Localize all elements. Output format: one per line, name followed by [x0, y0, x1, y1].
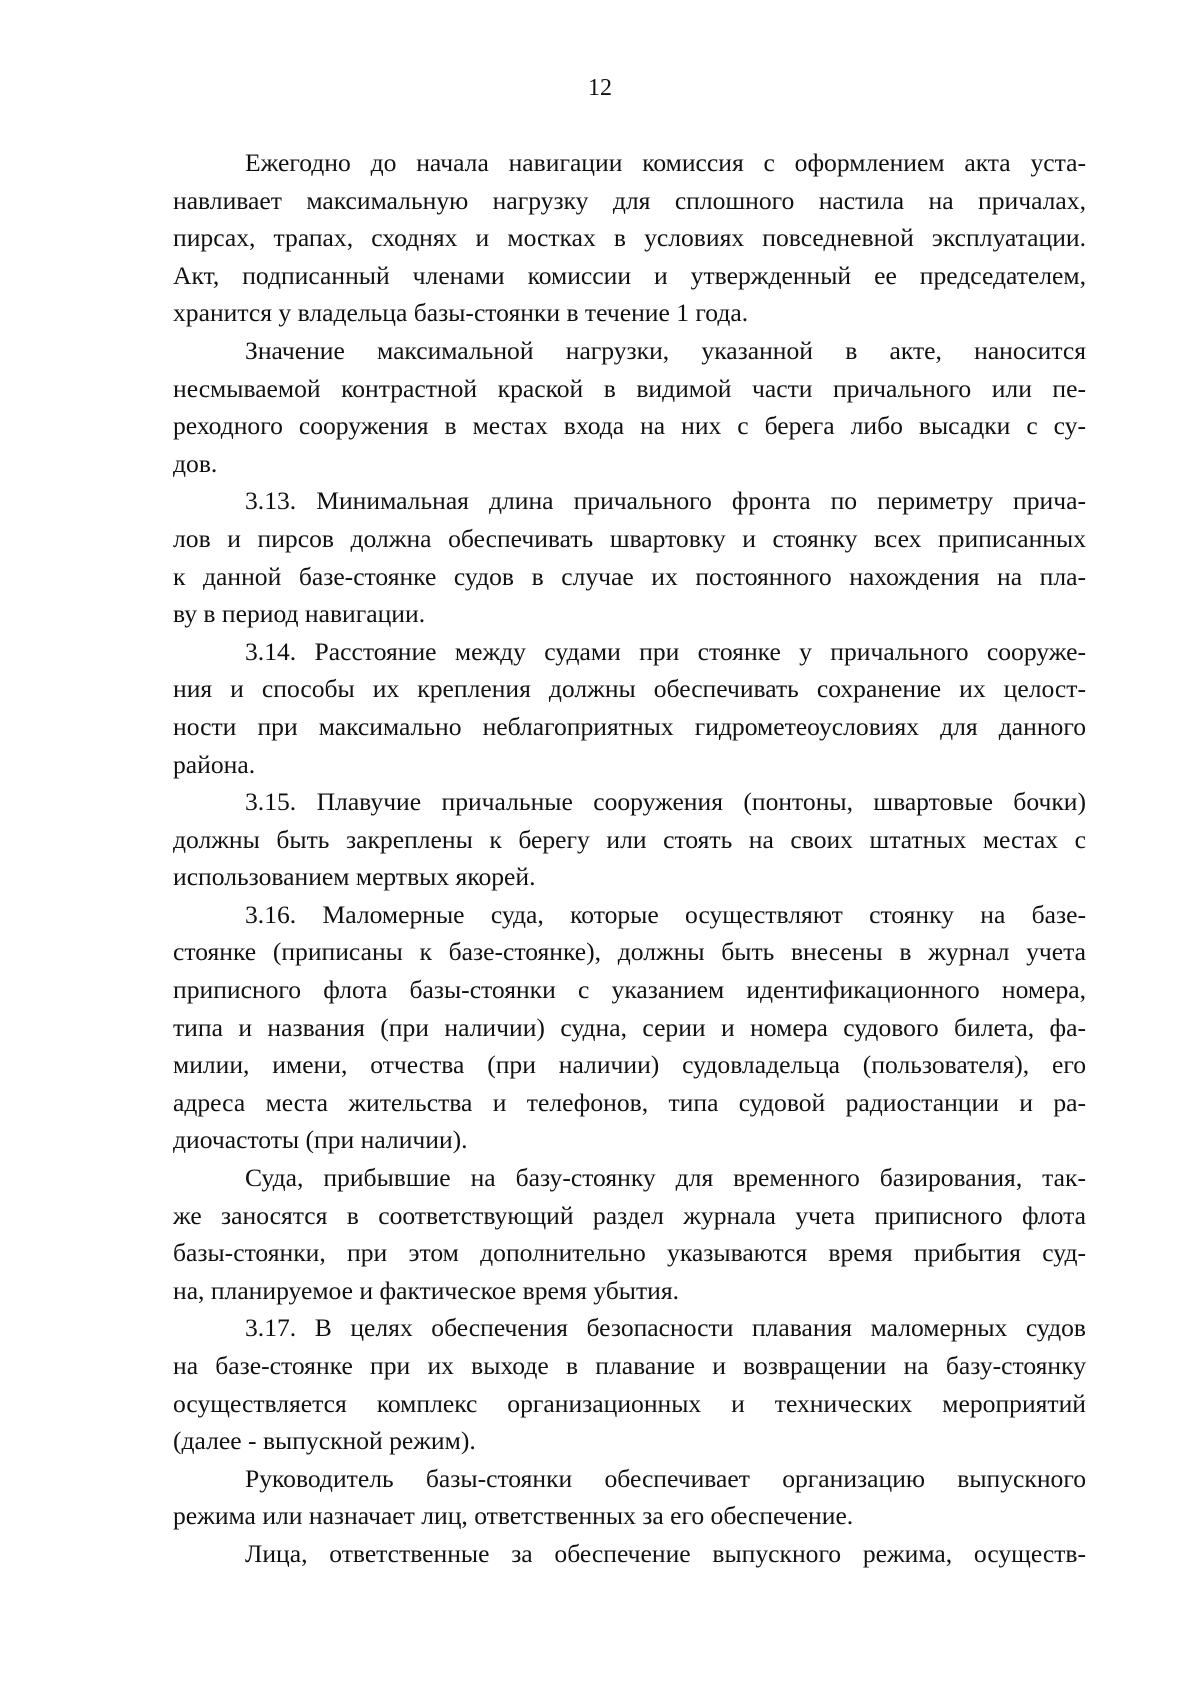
text-line: диочастоты (при наличии).	[173, 1125, 468, 1155]
paragraph	[173, 783, 1086, 896]
text-line: приписного флота базы-стоянки с указанием идентификационного номера,	[173, 975, 1086, 1005]
text-line: на, планируемое и фактическое время убытия.	[173, 1275, 680, 1305]
paragraph	[173, 633, 1086, 783]
text-line: навливает максимальную нагрузку для сплошного настила на причалах,	[173, 185, 1086, 215]
page-number: 12	[588, 75, 612, 101]
paragraph	[173, 1159, 1086, 1309]
text-line: (далее - выпускной режим).	[173, 1426, 476, 1456]
text-line: лов и пирсов должна обеспечивать швартовку и стоянку всех приписанных	[173, 523, 1086, 553]
paragraph	[173, 482, 1086, 632]
text-line: типа и названия (при наличии) судна, серии и номера судового билета, фа-	[173, 1012, 1086, 1042]
text-line: хранится у владельца базы-стоянки в течение 1 года.	[173, 298, 749, 328]
text-line: к данной базе-стоянке судов в случае их постоянного нахождения на пла-	[173, 561, 1086, 591]
text-line: осуществляется комплекс организационных и технических мероприятий	[173, 1388, 1086, 1418]
text-line: района.	[173, 749, 256, 779]
text-line: милии, имени, отчества (при наличии) судовладельца (пользователя), его	[173, 1050, 1086, 1080]
text-line: режима или назначает лиц, ответственных за его обеспечение.	[173, 1501, 854, 1531]
paragraph	[173, 1460, 1086, 1535]
text-line: использованием мертвых якорей.	[173, 862, 536, 892]
text-line: адреса места жительства и телефонов, типа судовой радиостанции и ра-	[173, 1087, 1086, 1117]
text-line: Лица, ответственные за обеспечение выпускного режима, осуществ-	[245, 1538, 1086, 1568]
text-line: 3.16. Маломерные суда, которые осуществляют стоянку на базе-	[245, 899, 1086, 929]
text-line: 3.13. Минимальная длина причального фронта по периметру прича-	[245, 486, 1086, 516]
text-line: реходного сооружения в местах входа на них с берега либо высадки с су-	[173, 411, 1086, 441]
text-line: Суда, прибывшие на базу-стоянку для временного базирования, так-	[245, 1163, 1086, 1193]
text-line: Ежегодно до начала навигации комиссия с оформлением акта уста-	[245, 148, 1086, 177]
paragraph	[173, 332, 1086, 482]
text-line: Акт, подписанный членами комиссии и утвержденный ее председателем,	[173, 260, 1086, 290]
text-line: стоянке (приписаны к базе-стоянке), должны быть внесены в журнал учета	[173, 937, 1086, 967]
paragraph	[173, 896, 1086, 1159]
text-line: 3.15. Плавучие причальные сооружения (понтоны, швартовые бочки)	[245, 787, 1086, 817]
text-line: ву в период навигации.	[173, 599, 426, 629]
paragraph	[173, 144, 1086, 332]
text-line: базы-стоянки, при этом дополнительно указываются время прибытия суд-	[173, 1238, 1086, 1268]
text-line: на базе-стоянке при их выходе в плавание и возвращении на базу-стоянку	[173, 1351, 1086, 1380]
text-line: 3.17. В целях обеспечения безопасности плавания маломерных судов	[245, 1313, 1086, 1343]
paragraph	[173, 1535, 1086, 1573]
text-line: Руководитель базы-стоянки обеспечивает организацию выпускного	[245, 1463, 1086, 1493]
text-line: дов.	[173, 448, 218, 478]
text-line: несмываемой контрастной краской в видимой части причального или пе-	[173, 373, 1086, 403]
text-line: Значение максимальной нагрузки, указанной в акте, наносится	[245, 335, 1086, 365]
text-line: должны быть закреплены к берегу или стоять на своих штатных местах с	[173, 824, 1086, 854]
text-line: ния и способы их крепления должны обеспечивать сохранение их целост-	[173, 674, 1086, 704]
paragraph	[173, 1309, 1086, 1459]
text-line: же заносятся в соответствующий раздел журнала учета приписного флота	[173, 1200, 1086, 1230]
text-line: 3.14. Расстояние между судами при стоянке у причального сооруже-	[245, 636, 1086, 666]
text-line: пирсах, трапах, сходнях и мостках в условиях повседневной эксплуатации.	[173, 223, 1086, 253]
document-body	[173, 144, 1086, 1573]
text-line: ности при максимально неблагоприятных гидрометеоусловиях для данного	[173, 711, 1086, 741]
